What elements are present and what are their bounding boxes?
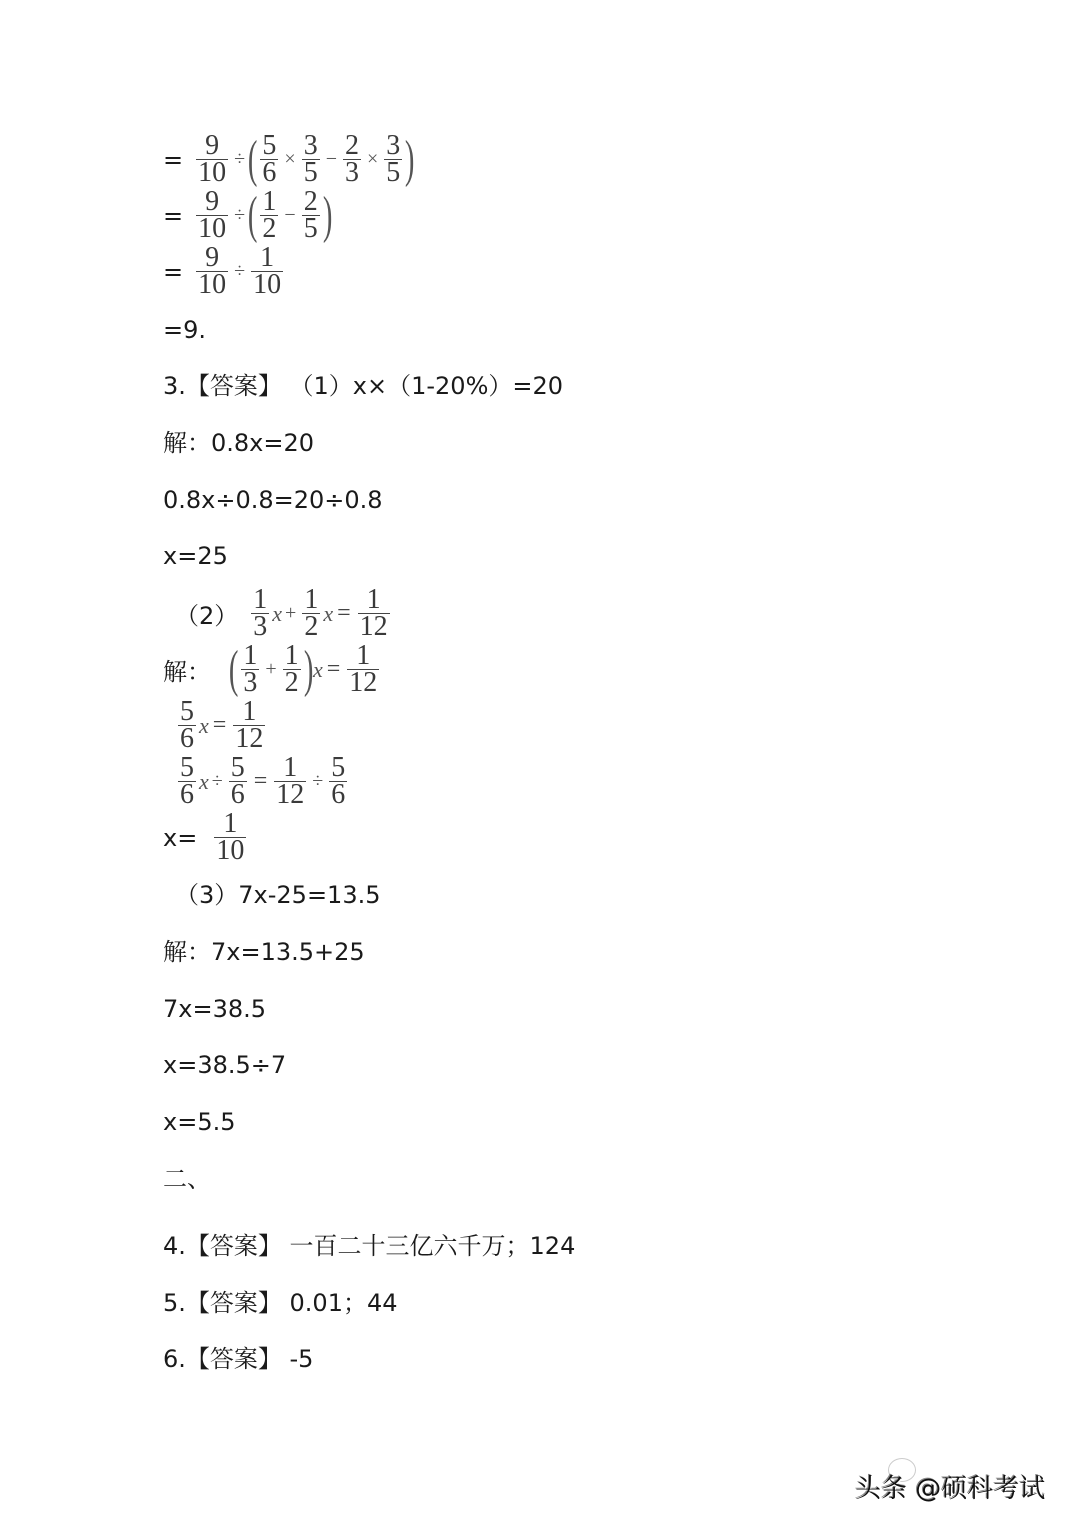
left-paren: (	[247, 130, 258, 188]
watermark: 头条 @硕科考试	[855, 1474, 1046, 1504]
divide-sign: ÷	[234, 260, 246, 282]
equals-sign: =	[163, 145, 184, 174]
times-sign: ×	[284, 148, 296, 170]
solve-label: 解：	[163, 658, 211, 686]
equals-sign: =	[212, 712, 227, 738]
divide-sign: ÷	[211, 770, 223, 792]
equals-sign: =	[163, 201, 184, 230]
fraction: $\frac{1}{2}$	[284, 640, 299, 698]
fraction: $\frac{5}{6}$	[331, 752, 346, 810]
math-step-row-1	[163, 130, 415, 188]
fraction: $\frac{5}{6}$	[230, 752, 245, 810]
divide-sign: ÷	[234, 148, 246, 170]
answer-6: 6.【答案】 -5	[163, 1345, 314, 1373]
left-paren: (	[247, 186, 258, 244]
divide-sign: ÷	[312, 770, 324, 792]
variable-x: x	[272, 600, 283, 626]
fraction: $\frac{5}{6}$	[180, 696, 194, 754]
solution-step: 解：7x=13.5+25	[163, 938, 365, 966]
math-step-row-2	[163, 186, 333, 244]
fraction: $\frac{2}{5}$	[303, 186, 318, 244]
fraction: $\frac{1}{10}$	[216, 808, 245, 866]
fraction: $\frac{1}{12}$	[276, 752, 305, 810]
solution-step: x=5.5	[163, 1108, 236, 1136]
equation-3-2	[175, 584, 393, 642]
answer-3-2	[163, 808, 249, 866]
fraction: $\frac{5}{6}$	[180, 752, 194, 810]
section-heading: 二、	[163, 1165, 211, 1193]
fraction: $\frac{1}{3}$	[253, 584, 268, 642]
fraction: $\frac{1}{2}$	[304, 584, 319, 642]
times-sign: ×	[366, 148, 379, 170]
fraction: $\frac{1}{12}$	[359, 584, 388, 642]
left-paren: (	[228, 640, 239, 698]
answer-lead: x=	[163, 823, 198, 852]
solution-step-math	[163, 640, 382, 698]
sub-question-3-3: （3）7x-25=13.5	[175, 881, 381, 909]
plus-sign: +	[265, 658, 277, 680]
equals-sign: =	[253, 768, 268, 794]
variable-x: x	[199, 712, 209, 738]
solution-step-math	[175, 752, 350, 810]
answer-4: 4.【答案】 一百二十三亿六千万；124	[163, 1232, 576, 1260]
fraction: $\frac{3}{5}$	[386, 130, 401, 188]
fraction: $\frac{9}{10}$	[198, 186, 227, 244]
variable-x: x	[312, 656, 323, 682]
solution-step: x=25	[163, 542, 228, 570]
fraction: $\frac{2}{3}$	[344, 130, 359, 188]
solution-step: 0.8x÷0.8=20÷0.8	[163, 486, 383, 514]
fraction: $\frac{1}{12}$	[235, 696, 264, 754]
answer-3-header: 3.【答案】 （1）x×（1-20%）=20	[163, 372, 564, 400]
variable-x: x	[199, 768, 209, 794]
solution-step: 解：0.8x=20	[163, 429, 315, 457]
fraction: $\frac{9}{10}$	[198, 130, 227, 188]
fraction: $\frac{1}{12}$	[349, 640, 378, 698]
result-line: =9.	[163, 316, 207, 344]
fraction: $\frac{1}{3}$	[243, 640, 258, 698]
minus-sign: −	[284, 204, 296, 226]
answer-5: 5.【答案】 0.01；44	[163, 1289, 398, 1317]
minus-sign: −	[325, 148, 337, 170]
right-paren: )	[303, 640, 314, 698]
right-paren: )	[322, 186, 333, 244]
variable-x: x	[323, 600, 334, 626]
plus-sign: +	[285, 602, 297, 624]
fraction: $\frac{5}{6}$	[262, 130, 277, 188]
equals-sign: =	[326, 656, 341, 682]
equals-sign: =	[163, 257, 184, 286]
equals-sign: =	[337, 600, 351, 626]
solution-step-math	[175, 696, 268, 754]
solution-step: 7x=38.5	[163, 995, 267, 1023]
fraction: $\frac{9}{10}$	[198, 242, 227, 300]
fraction: $\frac{3}{5}$	[303, 130, 318, 188]
solution-step: x=38.5÷7	[163, 1051, 287, 1079]
fraction: $\frac{1}{2}$	[262, 186, 277, 244]
right-paren: )	[405, 130, 415, 188]
sub-question-label: （2）	[175, 602, 239, 630]
divide-sign: ÷	[234, 204, 246, 226]
fraction: $\frac{1}{10}$	[253, 242, 282, 300]
math-step-row-3	[163, 242, 286, 300]
